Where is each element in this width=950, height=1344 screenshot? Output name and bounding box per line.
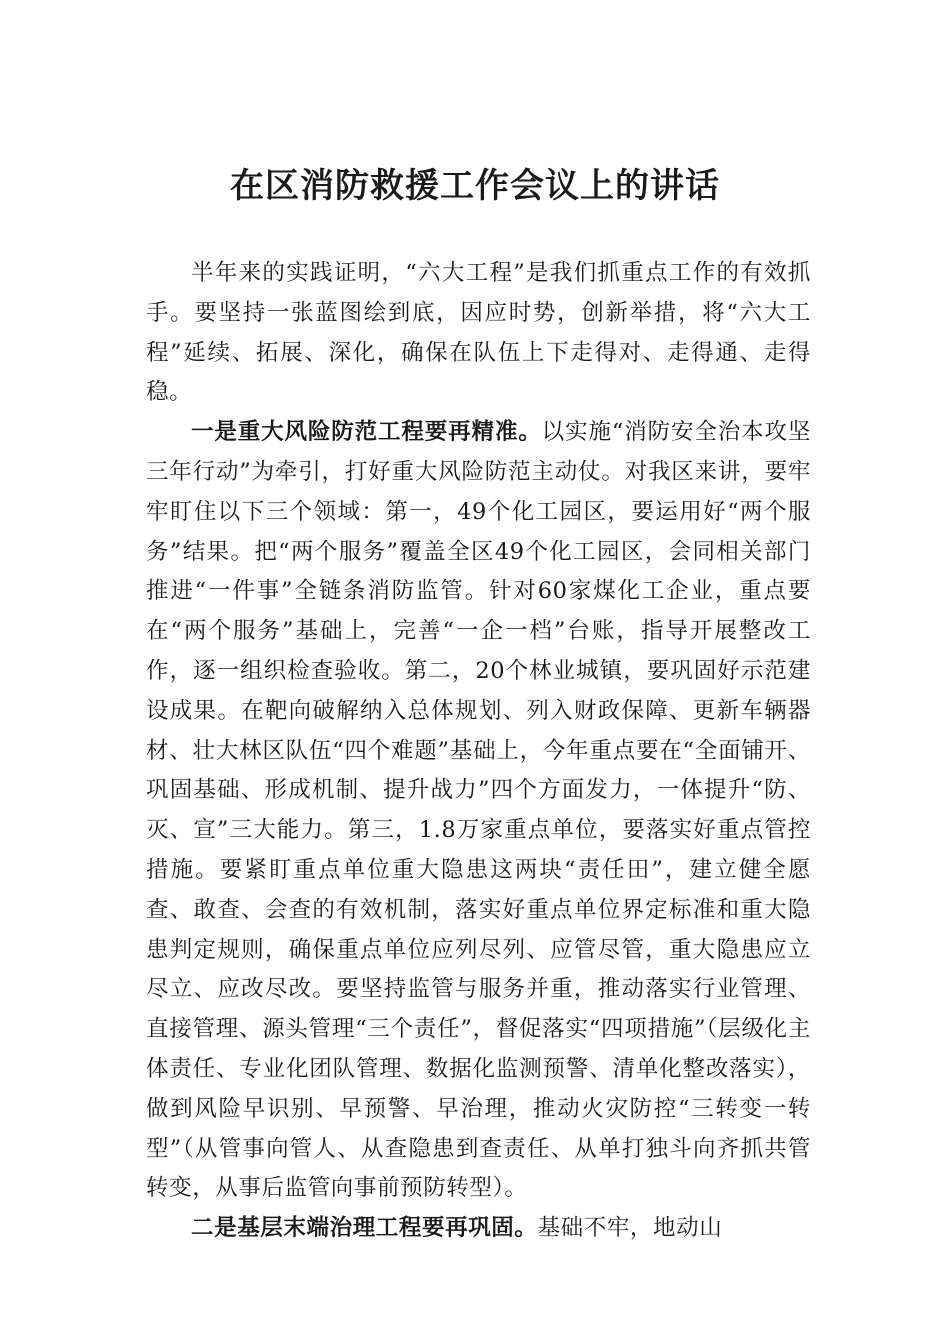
paragraph-grassroots-governance: [146, 1209, 811, 1249]
paragraph-lead: 一是重大风险防范工程要再精准。: [191, 419, 542, 446]
paragraph-text: 半年来的实践证明，“六大工程”是我们抓重点工作的有效抓手。要坚持一张蓝图绘到底，因应时势，创新举措，将“六大工程”延续、拓展、深化，确保在队伍上下走得对、走得通、走得稳。: [146, 260, 811, 406]
paragraph-lead: 二是基层末端治理工程要再巩固。: [191, 1215, 538, 1242]
paragraph-intro: [146, 254, 811, 413]
paragraph-risk-prevention: [146, 413, 811, 1209]
document-body: [146, 254, 811, 1249]
paragraph-text: 以实施“消防安全治本攻坚三年行动”为牵引，打好重大风险防范主动仗。对我区来讲，要牢牢盯住以下三个领域：第一，49个化工园区，要运用好“两个服务”结果。把“两个服务”覆盖全区49个化工园区，会同相关部门推进“一件事”全链条消防监管。针对60家煤化工企业，重点要在“两个服务”基础上，完善“一企一档”台账，指导开展整改工作，逐一组织检查验收。第二，20个林业城镇，要巩固好示范建设成果。在靶向破解纳入总体规划、列入财政保障、更新车辆器材、壮大林区队伍“四个难题”基础上，今年重点要在“全面铺开、巩固基础、形成机制、提升战力”四个方面发力，一体提升“防、灭、宣”三大能力。第三，1.8万家重点单位，要落实好重点管控措施。要紧盯重点单位重大隐患这两块“责任田”，建立健全愿查、敢查、会查的有效机制，落实好重点单位界定标准和重大隐患判定规则，确保重点单位应列尽列、应管尽管，重大隐患应立尽立、应改尽改。要坚持监管与服务并重，推动落实行业管理、直接管理、源头管理“三个责任”，督促落实“四项措施”（层级化主体责任、专业化团队管理、数据化监测预警、清单化整改落实），做到风险早识别、早预警、早治理，推动火灾防控“三转变一转型”（从管事向管人、从查隐患到查责任、从单打独斗向齐抓共管转变，从事后监管向事前预防转型）。: [146, 419, 811, 1202]
paragraph-text: 基础不牢，地动山: [537, 1215, 723, 1242]
document-title: 在区消防救援工作会议上的讲话: [230, 166, 720, 206]
